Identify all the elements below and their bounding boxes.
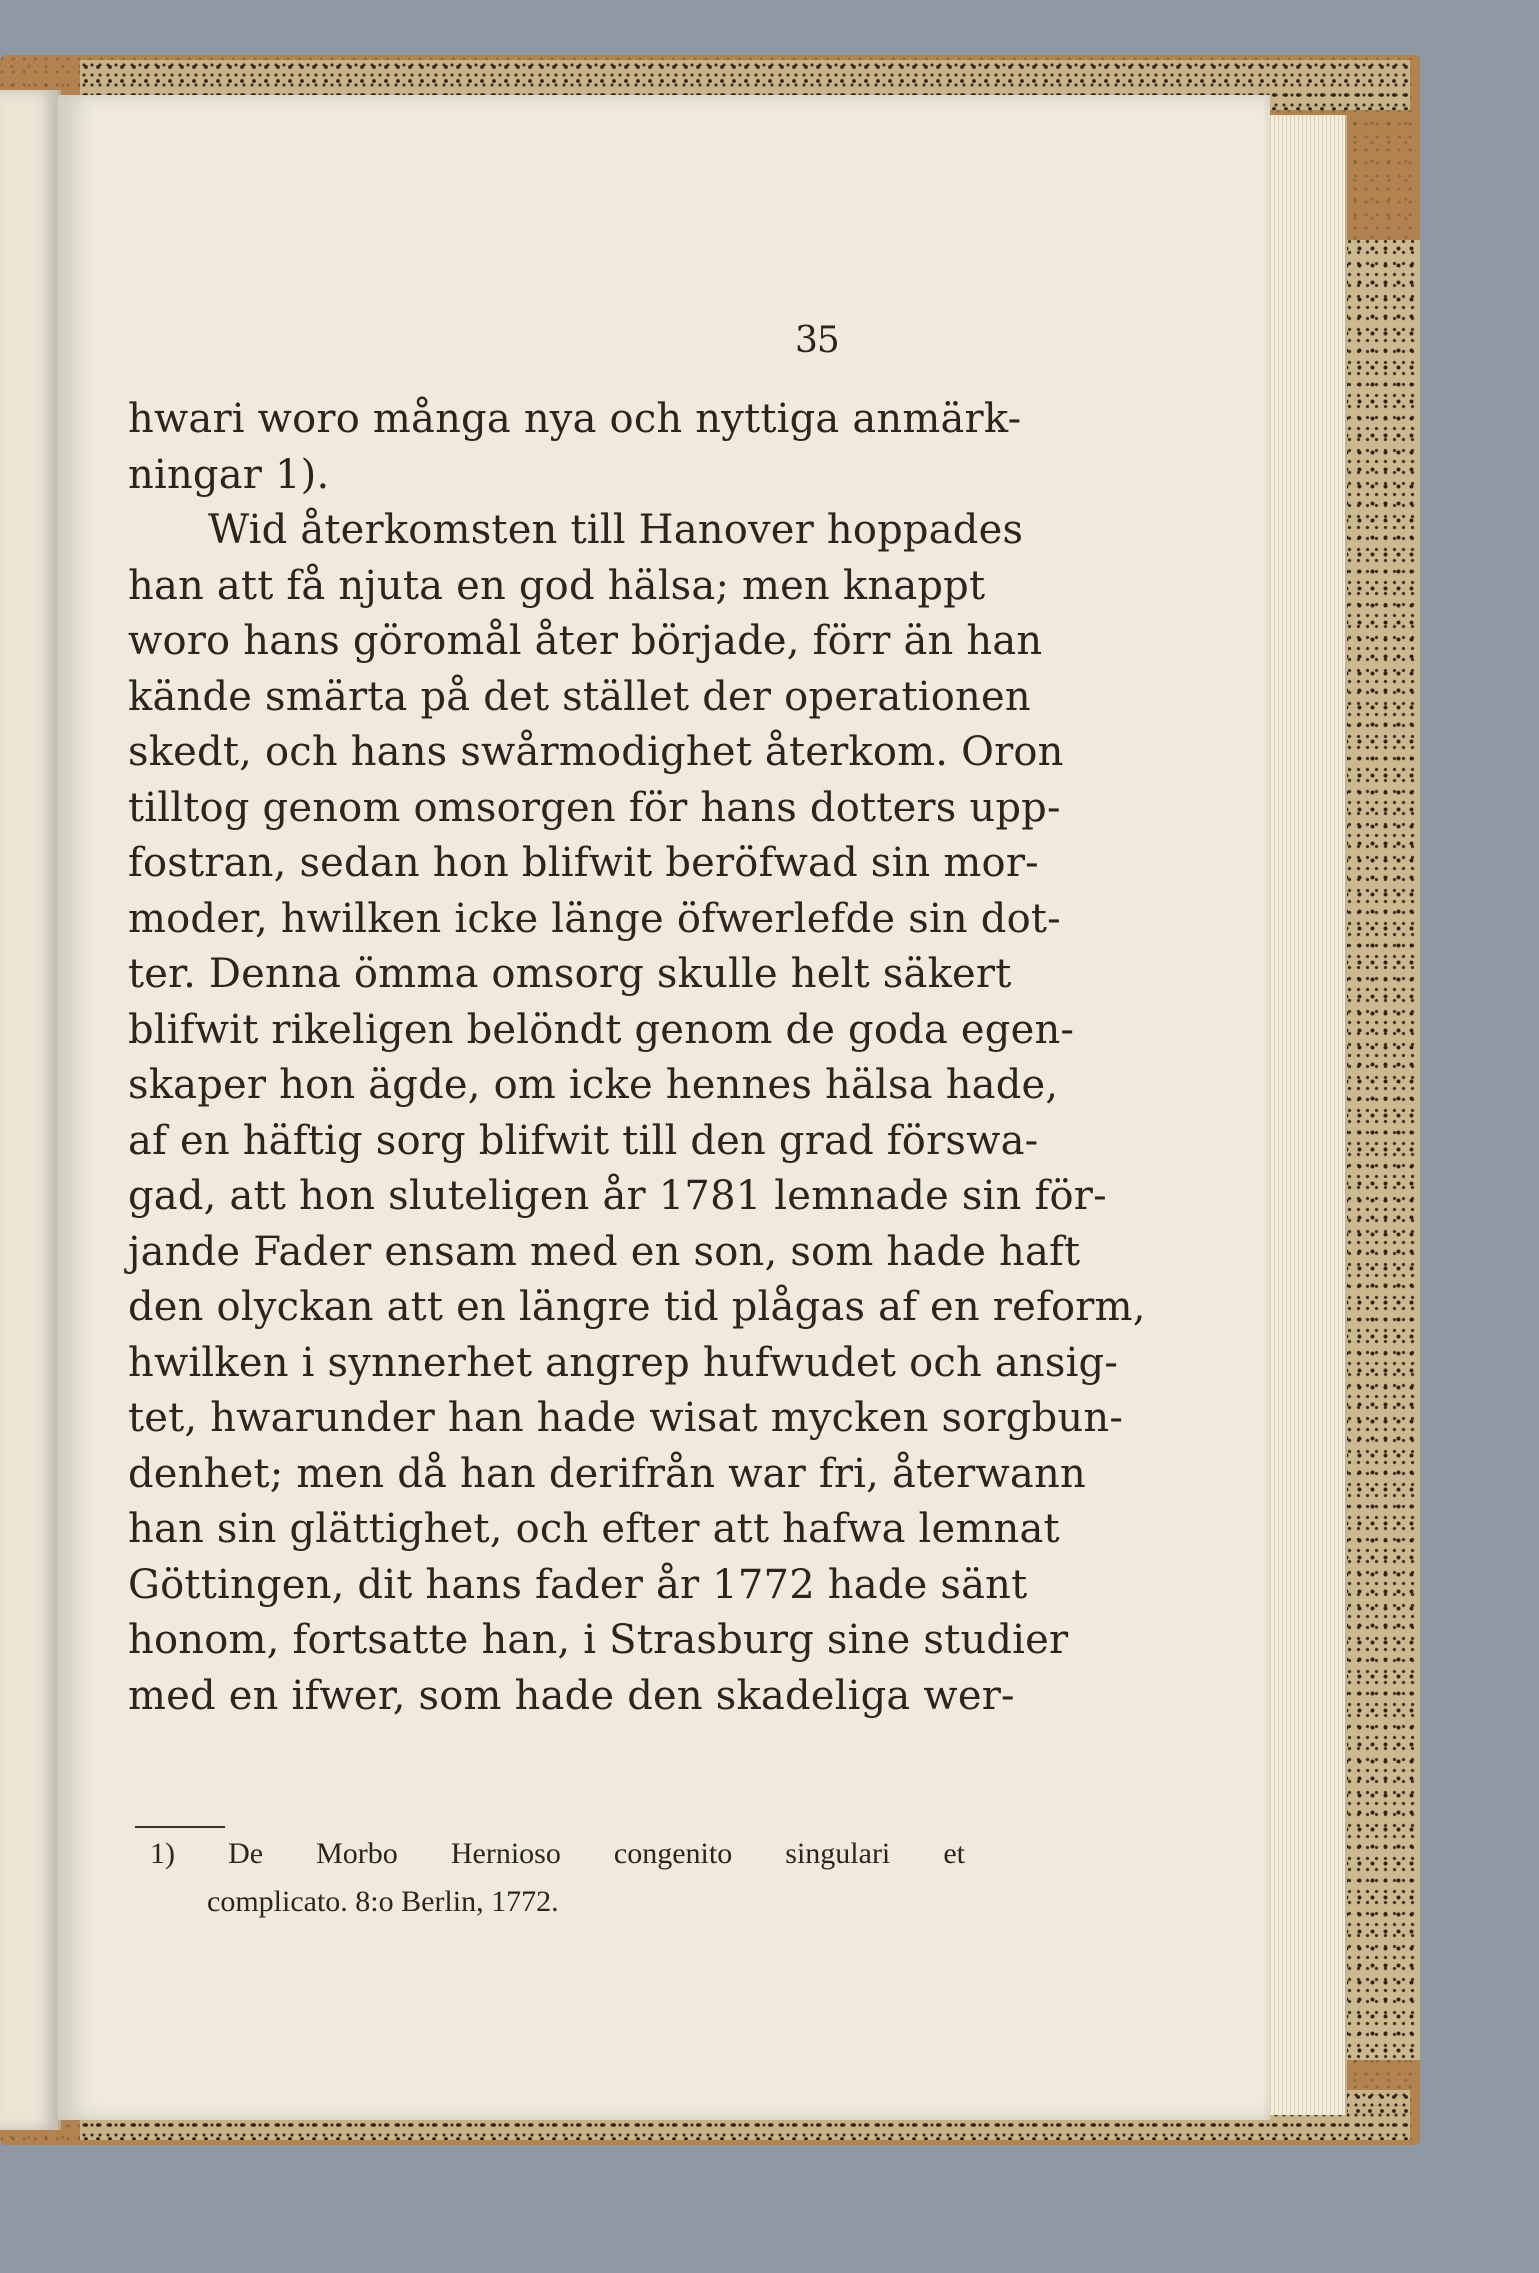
text-line: honom, fortsatte han, i Strasburg sine studier (128, 1617, 1069, 1663)
footnote-rule (135, 1826, 225, 1828)
text-line: gad, att hon sluteligen år 1781 lemnade sin för- (128, 1173, 1107, 1219)
text-line: skedt, och hans swårmodighet återkom. Oron (128, 729, 1064, 775)
text-line: med en ifwer, som hade den skadeliga wer- (128, 1672, 1015, 1719)
footnote-line: complicato. 8:o Berlin, 1772. (207, 1885, 559, 1918)
text-line: ningar 1). (128, 451, 330, 498)
text-line: af en häftig sorg blifwit till den grad förswa- (128, 1117, 1039, 1164)
text-line: han att få njuta en god hälsa; men knappt (128, 562, 986, 609)
text-line: tet, hwarunder han hade wisat mycken sorgbun- (128, 1395, 1124, 1441)
text-line: moder, hwilken icke länge öfwerlefde sin dot- (128, 895, 1061, 942)
text-line: fostran, sedan hon blifwit beröfwad sin mor- (128, 840, 1039, 886)
text-line: kände smärta på det stället der operationen (128, 673, 1031, 720)
text-line: hwilken i synnerhet angrep hufwudet och ansig- (128, 1339, 1119, 1386)
text-line: skaper hon ägde, om icke hennes hälsa hade, (128, 1062, 1059, 1108)
text-line: tilltog genom omsorgen för hans dotters upp- (128, 784, 1061, 831)
footnote-line: 1) De Morbo Hernioso congenito singulari et (150, 1837, 965, 1870)
text-line: denhet; men då han derifrån war fri, återwann (128, 1450, 1086, 1497)
page-number: 35 (795, 320, 839, 361)
left-page-edge (0, 90, 61, 2130)
text-line: han sin glättighet, och efter att hafwa lemnat (128, 1506, 1060, 1552)
cover-edge-right (1340, 240, 1420, 2060)
text-line: ter. Denna ömma omsorg skulle helt säkert (128, 951, 1012, 997)
text-line: Göttingen, dit hans fader år 1772 hade sänt (128, 1561, 1028, 1608)
text-line: blifwit rikeligen belöndt genom de goda egen- (128, 1006, 1075, 1053)
text-line: Wid återkomsten till Hanover hoppades (208, 507, 1024, 553)
body-text (128, 392, 1146, 1724)
text-line: den olyckan att en längre tid plågas af en reform, (128, 1284, 1146, 1330)
text-line: jande Fader ensam med en son, som hade haft (128, 1228, 1081, 1275)
text-line: woro hans göromål åter började, förr än han (128, 618, 1043, 664)
footnote (150, 1830, 965, 1926)
text-line: hwari woro många nya och nyttiga anmärk- (128, 396, 1022, 442)
